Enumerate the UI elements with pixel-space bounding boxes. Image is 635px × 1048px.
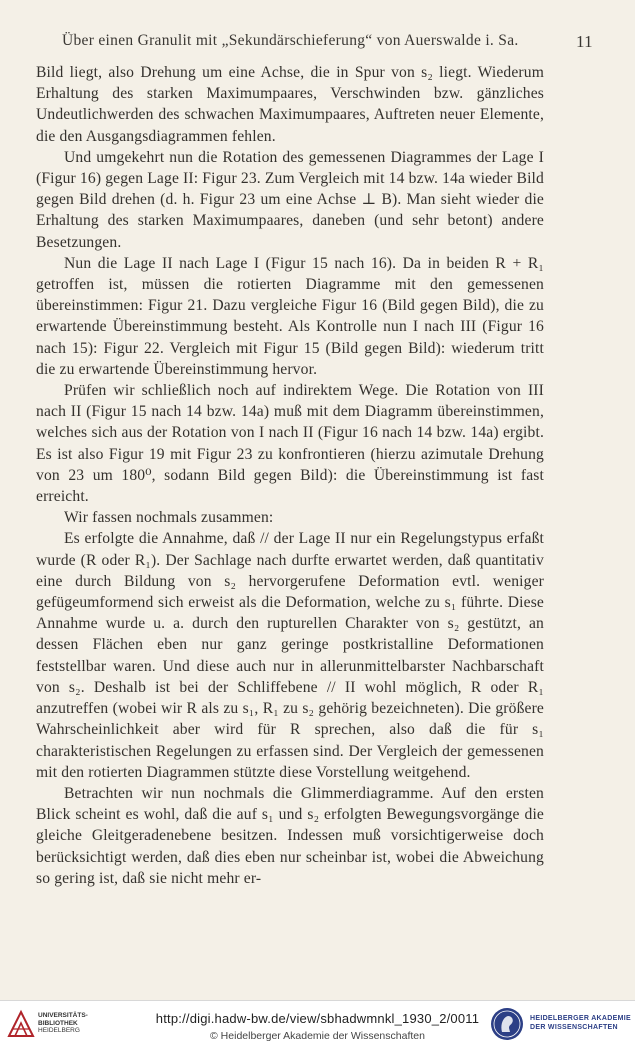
paragraph-3: Nun die Lage II nach Lage I (Figur 15 nach 16). Da in beiden R + R₁ getroffen ist, müssen die rotierten Diagramme mit den gemessenen übereinstimmen: Figur 21. Dazu vergleiche Figur 16 (Bild gegen Bild), die zu erwartende Übereinstimmung besteht. Als Kontrolle nun I nach III (Figur 16 nach 15): Figur 22. Vergleich mit Figur 15 (Bild gegen Bild): wiederum tritt die zu erwartende Übereinstimmung hervor. bbox=[36, 254, 544, 378]
body-text bbox=[36, 62, 544, 889]
paragraph-6: Es erfolgte die Annahme, daß // der Lage II nur ein Regelungstypus erfaßt wurde (R oder R₁). Der Sachlage nach durfte erwartet werden, daß quantitativ eine durch Bildung von s₂ hervorgerufene Deformation evtl. weniger gefügeumformend sich erweist als die Deformation, welche zu s₁ führte. Diese Annahme wurde u. a. durch den rupturellen Charakter von s₂ gestützt, an dessen Flächen eben nur ganz geringe postkristalline Deformationen feststellbar waren. Und diese auch nur in allerunmittelbarster Nachbarschaft von s₂. Deshalb ist bei der Schliffebene // II wohl möglich, R oder R₁ anzutreffen (wobei wir R als zu s₁, R₁ zu s₂ gehörig bezeichneten). Die größere Wahrscheinlichkeit aber wird für R sprechen, also daß die für s₁ charakteristischen Regelungen zu erfassen sind. Der Vergleich der gemessenen mit den rotierten Diagrammen stützte diese Vorstellung weitgehend. bbox=[36, 530, 544, 781]
academy-medallion-icon bbox=[490, 1007, 524, 1041]
university-library-label: UNIVERSITÄTS- BIBLIOTHEK HEIDELBERG bbox=[38, 1012, 88, 1035]
paragraph-2: Und umgekehrt nun die Rotation des gemessenen Diagrammes der Lage I (Figur 16) gegen Lage II: Figur 23. Zum Vergleich mit 14 bzw. 14a wieder Bild gegen Bild drehen (d. h. Figur 23 um eine Achse ⊥ B). Man sieht wieder die Erhaltung des starken Maximumpaares, daneben (und sehr betont) andere Besetzungen. bbox=[36, 148, 544, 251]
academy-label: HEIDELBERGER AKADEMIE DER WISSENSCHAFTEN bbox=[530, 1015, 631, 1031]
copyright-notice: © Heidelberger Akademie der Wissenschaften bbox=[210, 1030, 425, 1042]
paragraph-7: Betrachten wir nun nochmals die Glimmerdiagramme. Auf den ersten Blick scheint es wohl, daß die auf s₁ und s₂ erfolgten Bewegungsvorgänge die gleiche Gleitgeradenebene besitzen. Indessen muß vorsichtigerweise doch berücksichtigt werden, daß dies eben nur scheinbar ist, wobei die Abweichung so gering ist, daß sie nicht mehr er- bbox=[36, 784, 544, 887]
paragraph-4: Prüfen wir schließlich noch auf indirektem Wege. Die Rotation von III nach II (Figur 15 nach 14 bzw. 14a) muß mit dem Diagramm übereinstimmen, welches sich aus der Rotation von I nach II (Figur 16 nach 14 bzw. 14a) ergibt. Es ist also Figur 19 mit Figur 23 zu konfrontieren (hierzu azimutale Drehung von 23 um 180⁰, sodann Bild gegen Bild): die Übereinstimmung ist fast erreicht. bbox=[36, 382, 544, 506]
permalink-url[interactable]: http://digi.hadw-bw.de/view/sbhadwmnkl_1930_2/0011 bbox=[155, 1011, 480, 1026]
viewer-footer bbox=[0, 1000, 635, 1048]
paragraph-1: Bild liegt, also Drehung um eine Achse, die in Spur von s₂ liegt. Wiederum Erhaltung des starken Maximumpaares, Verschwinden bzw. gänzliches Undeutlichwerden des schwachen Maximumpaares, Auftreten neuer Elemente, die den Ausgangsdiagrammen fehlen. bbox=[36, 64, 544, 145]
page-number: 11 bbox=[576, 32, 593, 51]
running-title: Über einen Granulit mit „Sekundärschieferung“ von Auerswalde i. Sa. bbox=[62, 32, 519, 49]
paragraph-5: Wir fassen nochmals zusammen: bbox=[64, 509, 274, 527]
running-header bbox=[62, 32, 593, 51]
